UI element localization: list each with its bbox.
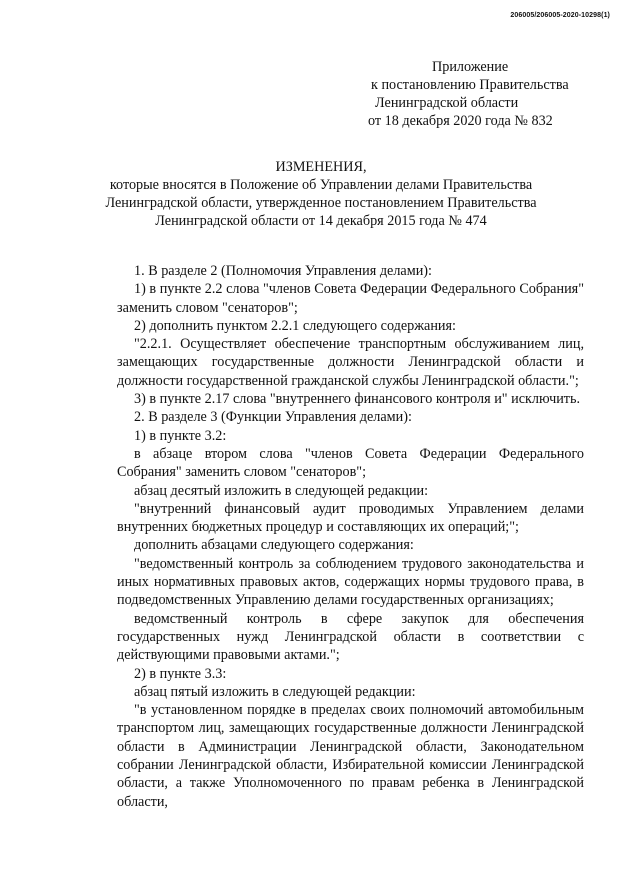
paragraph: "в установленном порядке в пределах своих полномочий автомобильным транспортом лиц, замещающих государственные должности Ленинградской области в Администрации Ленинградской области, Законодательном собрании Ленинградской области, Избирательной комиссии Ленинградской области, а также Уполномоченного по правам ребенка в Ленинградской области,	[117, 702, 584, 810]
appendix-block	[368, 58, 600, 130]
paragraph: абзац пятый изложить в следующей редакции:	[134, 683, 416, 700]
paragraph: 2) в пункте 3.3:	[134, 665, 227, 682]
paragraph: абзац десятый изложить в следующей редакции:	[134, 482, 429, 499]
paragraph: 3) в пункте 2.17 слова "внутреннего финансового контроля и" исключить.	[134, 391, 581, 408]
paragraph: "2.2.1. Осуществляет обеспечение транспортным обслуживанием лиц, замещающих государственные должности Ленинградской области и должности государственной гражданской службы Ленинградской области.";	[117, 336, 584, 389]
paragraph: дополнить абзацами следующего содержания:	[134, 537, 414, 554]
document-title	[56, 158, 586, 230]
paragraph: "ведомственный контроль за соблюдением трудового законодательства и иных нормативных правовых актов, содержащих нормы трудового права, в подведомственных Управлению делами государственных организациях;	[117, 555, 584, 609]
paragraph: 1. В разделе 2 (Полномочия Управления делами):	[134, 263, 432, 279]
title-heading: ИЗМЕНЕНИЯ,	[275, 159, 367, 175]
paragraph: 1) в пункте 3.2:	[134, 427, 227, 444]
paragraph: в абзаце втором слова "членов Совета Федерации Федерального Собрания" заменить словом "сенаторов";	[117, 445, 584, 481]
title-line: Ленинградской области от 14 декабря 2015 года № 474	[155, 213, 487, 229]
title-line: Ленинградской области, утвержденное постановлением Правительства	[105, 195, 537, 211]
paragraph: 2) дополнить пунктом 2.2.1 следующего содержания:	[134, 317, 456, 334]
paragraph: ведомственный контроль в сфере закупок для обеспечения государственных нужд Ленинградской области в соответствии с действующими правовыми актами.";	[117, 610, 584, 664]
paragraph: "внутренний финансовый аудит проводимых Управлением делами внутренних бюджетных процедур и составляющих их операций;";	[117, 500, 584, 536]
paragraph: 2. В разделе 3 (Функции Управления делами):	[134, 409, 412, 426]
appendix-line: Ленинградской области	[375, 95, 519, 111]
document-code: 206005/206005-2020-10298(1)	[510, 12, 610, 19]
document-body	[117, 262, 584, 811]
appendix-line: от 18 декабря 2020 года № 832	[368, 113, 553, 129]
appendix-line: Приложение	[432, 59, 509, 75]
appendix-line: к постановлению Правительства	[371, 77, 569, 93]
title-line: которые вносятся в Положение об Управлении делами Правительства	[109, 177, 533, 193]
paragraph: 1) в пункте 2.2 слова "членов Совета Федерации Федерального Собрания" заменить словом "сенаторов";	[117, 281, 584, 316]
